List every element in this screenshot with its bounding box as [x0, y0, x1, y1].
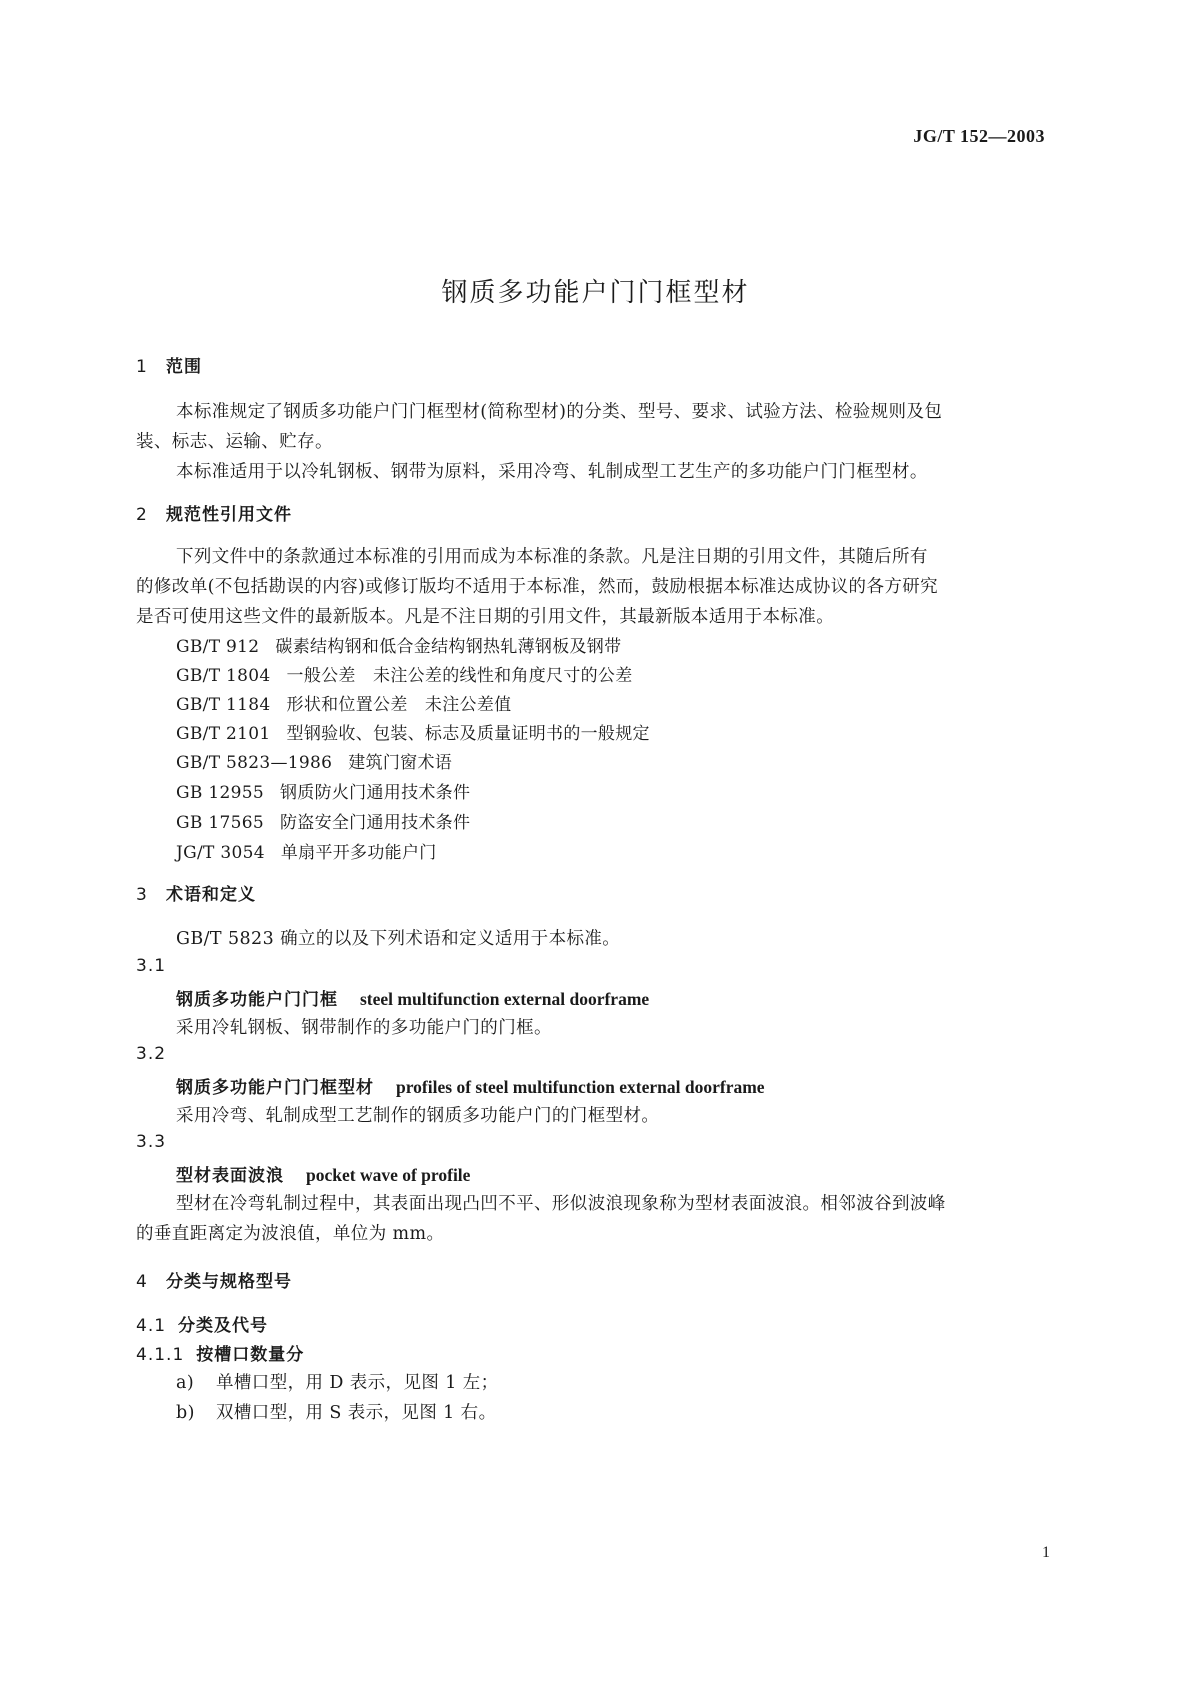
reference-code: GB 12955 [176, 783, 264, 803]
reference-item [176, 719, 650, 744]
section-2-heading [136, 500, 292, 525]
section-4-heading [136, 1267, 292, 1292]
term-english: profiles of steel multifunction external doorframe [396, 1077, 765, 1097]
section-number: 2 [136, 505, 148, 525]
reference-code: GB/T 5823—1986 [176, 753, 333, 773]
page-number: 1 [1042, 1544, 1050, 1561]
term-heading [176, 985, 649, 1010]
term-number: 3.1 [136, 956, 167, 976]
section-title: 范围 [166, 357, 202, 377]
list-item [176, 1369, 499, 1394]
list-item [176, 1399, 496, 1424]
reference-code: GB/T 912 [176, 637, 260, 657]
term-heading [176, 1161, 470, 1186]
section-title: 术语和定义 [166, 885, 256, 905]
reference-code: GB/T 1804 [176, 666, 271, 686]
reference-item [176, 838, 437, 863]
subsection-heading [136, 1340, 304, 1365]
reference-title: 碳素结构钢和低合金结构钢热轧薄钢板及钢带 [275, 637, 622, 657]
subsection-number: 4.1 [136, 1316, 167, 1336]
paragraph: 下列文件中的条款通过本标准的引用而成为本标准的条款。凡是注日期的引用文件，其随后所有 [176, 547, 928, 567]
term-definition: 型材在冷弯轧制过程中，其表面出现凸凹不平、形似波浪现象称为型材表面波浪。相邻波谷到波峰 [176, 1194, 946, 1214]
reference-code: JG/T 3054 [176, 843, 265, 863]
term-definition: 采用冷轧钢板、钢带制作的多功能户门的门框。 [176, 1018, 552, 1038]
term-definition: 采用冷弯、轧制成型工艺制作的钢质多功能户门的门框型材。 [176, 1106, 660, 1126]
list-label: b) [176, 1403, 195, 1423]
reference-title: 建筑门窗术语 [348, 753, 453, 773]
term-english: steel multifunction external doorframe [360, 989, 650, 1009]
reference-item [176, 661, 633, 686]
paragraph: GB/T 5823 确立的以及下列术语和定义适用于本标准。 [176, 929, 621, 949]
reference-item [176, 778, 470, 803]
reference-title: 钢质防火门通用技术条件 [279, 783, 471, 803]
section-title: 分类与规格型号 [166, 1272, 292, 1292]
reference-item [176, 632, 621, 657]
reference-item [176, 748, 452, 773]
list-label: a) [176, 1373, 195, 1393]
paragraph: 本标准适用于以冷轧钢板、钢带为原料，采用冷弯、轧制成型工艺生产的多功能户门门框型材。 [176, 462, 928, 482]
term-number: 3.3 [136, 1132, 167, 1152]
reference-code: GB/T 2101 [176, 724, 271, 744]
section-title: 规范性引用文件 [166, 505, 292, 525]
paragraph: 的修改单(不包括勘误的内容)或修订版均不适用于本标准，然而，鼓励根据本标准达成协议的各方研究 [136, 577, 939, 597]
reference-title: 单扇平开多功能户门 [280, 843, 437, 863]
reference-item [176, 690, 511, 715]
term-chinese: 型材表面波浪 [176, 1166, 284, 1186]
subsection-number: 4.1.1 [136, 1345, 185, 1365]
reference-title: 型钢验收、包装、标志及质量证明书的一般规定 [286, 724, 650, 744]
paragraph: 本标准规定了钢质多功能户门门框型材(简称型材)的分类、型号、要求、试验方法、检验规则及包 [176, 402, 943, 422]
section-number: 1 [136, 357, 148, 377]
term-definition-cont: 的垂直距离定为波浪值，单位为 mm。 [136, 1224, 445, 1244]
reference-title: 防盗安全门通用技术条件 [279, 813, 471, 833]
document-title: 钢质多功能户门门框型材 [441, 278, 750, 308]
term-chinese: 钢质多功能户门门框型材 [176, 1078, 374, 1098]
term-english: pocket wave of profile [306, 1165, 471, 1185]
term-number: 3.2 [136, 1044, 167, 1064]
list-text: 双槽口型，用 S 表示，见图 1 右。 [216, 1403, 497, 1423]
standard-number: JG/T 152—2003 [913, 126, 1045, 146]
section-number: 4 [136, 1272, 148, 1292]
term-chinese: 钢质多功能户门门框 [176, 990, 338, 1010]
section-3-heading [136, 880, 256, 905]
subsection-title: 按槽口数量分 [196, 1345, 305, 1365]
reference-code: GB 17565 [176, 813, 264, 833]
reference-item [176, 808, 470, 833]
term-heading [176, 1073, 765, 1098]
section-1-heading [136, 352, 202, 377]
paragraph: 是否可使用这些文件的最新版本。凡是不注日期的引用文件，其最新版本适用于本标准。 [136, 607, 835, 627]
reference-title: 一般公差 未注公差的线性和角度尺寸的公差 [286, 666, 633, 686]
section-number: 3 [136, 885, 148, 905]
paragraph: 装、标志、运输、贮存。 [136, 432, 333, 452]
subsection-title: 分类及代号 [178, 1316, 269, 1336]
reference-code: GB/T 1184 [176, 695, 271, 715]
subsection-heading [136, 1311, 268, 1336]
list-text: 单槽口型，用 D 表示，见图 1 左； [216, 1373, 499, 1393]
reference-title: 形状和位置公差 未注公差值 [286, 695, 512, 715]
